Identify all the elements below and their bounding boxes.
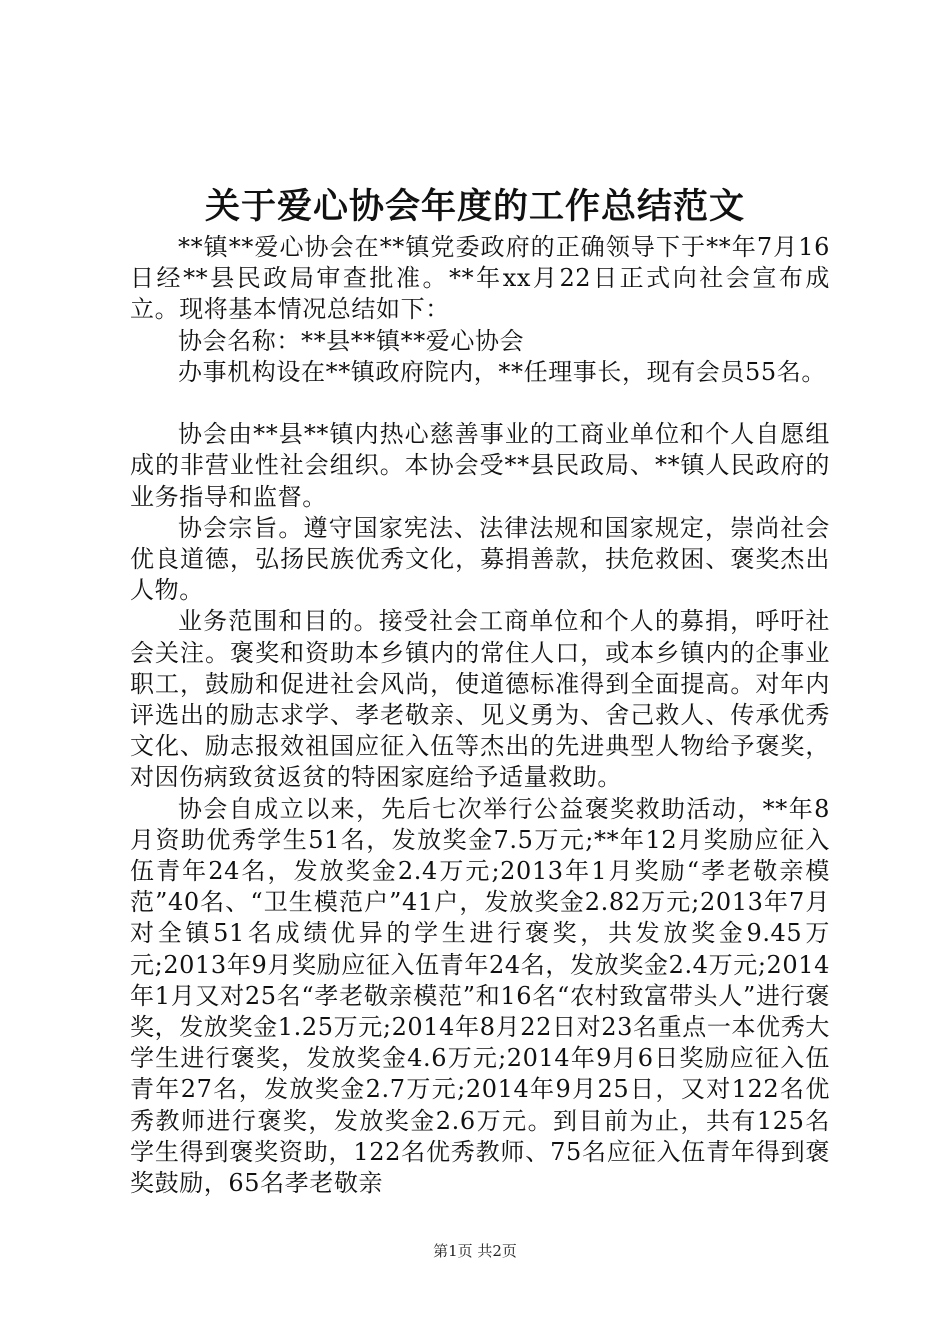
paragraph-intro: **镇**爱心协会在**镇党委政府的正确领导下于**年7月16日经**县民政局审查批准。**年xx月22日正式向社会宣布成立。现将基本情况总结如下： — [130, 233, 830, 324]
page-number-footer: 第1页 共2页 — [433, 1242, 517, 1260]
paragraph-association-name: 协会名称：**县**镇**爱心协会 — [178, 326, 525, 355]
paragraph-office-location: 办事机构设在**镇政府院内，**任理事长，现有会员55名。 — [178, 357, 826, 386]
paragraph-organization: 协会由**县**镇内热心慈善事业的工商业单位和个人自愿组成的非营业性社会组织。本协会受**县民政局、**镇人民政府的业务指导和监督。 — [130, 420, 830, 511]
paragraph-scope: 业务范围和目的。接受社会工商单位和个人的募捐，呼吁社会关注。褒奖和资助本乡镇内的常住人口，或本乡镇内的企事业职工，鼓励和促进社会风尚，使道德标准得到全面提高。对年内评选出的励志求学、孝老敬亲、见义勇为、舍己救人、传承优秀文化、励志报效祖国应征入伍等杰出的先进典型人物给予褒奖，对因伤病致贫返贫的特困家庭给予适量救助。 — [130, 607, 830, 792]
paragraph-purpose: 协会宗旨。遵守国家宪法、法律法规和国家规定，崇尚社会优良道德，弘扬民族优秀文化，募捐善款，扶危救困、褒奖杰出人物。 — [130, 513, 830, 605]
document-title: 关于爱心协会年度的工作总结范文 — [204, 186, 745, 227]
paragraph-activities: 协会自成立以来，先后七次举行公益褒奖救助活动，**年8月资助优秀学生51名，发放奖金7.5万元;**年12月奖励应征入伍青年24名，发放奖金2.4万元;2013年1月奖励“孝老敬亲模范”40名、“卫生模范户”41户，发放奖金2.82万元;2013年7月对全镇51名成绩优异的学生进行褒奖，共发放奖金9.45万元;2013年9月奖励应征入伍青年24名，发放奖金2.4万元;2014年1月又对25名“孝老敬亲模范”和16名“农村致富带头人”进行褒奖，发放奖金1.25万元;2014年8月22日对23名重点一本优秀大学生进行褒奖，发放奖金4.6万元;2014年9月6日奖励应征入伍青年27名，发放奖金2.7万元;2014年9月25日，又对122名优秀教师进行褒奖，发放奖金2.6万元。到目前为止，共有125名学生得到褒奖资助，122名优秀教师、75名应征入伍青年得到褒奖鼓励，65名孝老敬亲 — [130, 794, 830, 1198]
document-body — [130, 232, 830, 1199]
